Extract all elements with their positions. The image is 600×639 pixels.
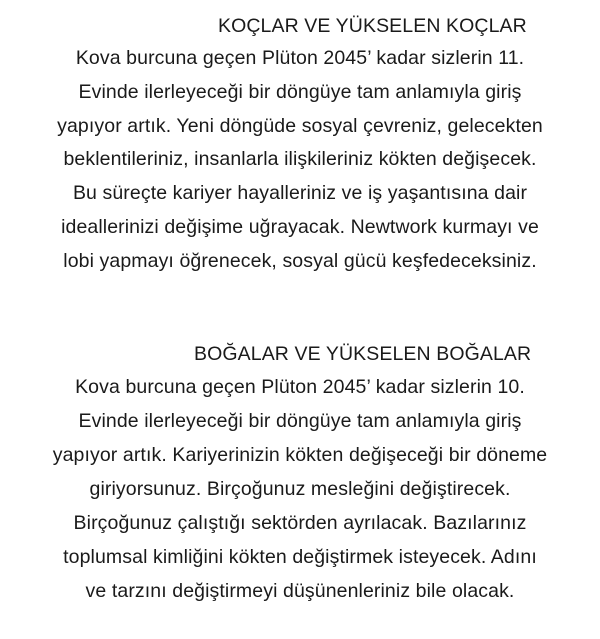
- section-heading: BOĞALAR VE YÜKSELEN BOĞALAR: [194, 343, 532, 365]
- paragraph-line: yapıyor artık. Yeni döngüde sosyal çevreniz, gelecekten: [57, 114, 543, 137]
- paragraph-line: Evinde ilerleyeceği bir döngüye tam anlamıyla giriş: [78, 410, 522, 432]
- paragraph-line: Kova burcuna geçen Plüton 2045’ kadar sizlerin 11.: [75, 47, 525, 69]
- paragraph-line: toplumsal kimliğini kökten değiştirmek isteyecek. Adını: [63, 546, 537, 568]
- section-koclar: [0, 10, 600, 279]
- paragraph-line: Bu süreçte kariyer hayalleriniz ve iş yaşantısına dair: [72, 182, 528, 205]
- paragraph-line: giriyorsunuz. Birçoğunuz mesleğini değiştirecek.: [89, 478, 511, 500]
- paragraph-line: Birçoğunuz çalıştığı sektörden ayrılacak. Bazılarınız: [73, 512, 527, 534]
- paragraph-line: ve tarzını değiştirmeyi düşünenleriniz bile olacak.: [85, 580, 515, 602]
- section-heading: KOÇLAR VE YÜKSELEN KOÇLAR: [218, 15, 527, 37]
- paragraph-line: Kova burcuna geçen Plüton 2045’ kadar sizlerin 10.: [75, 376, 525, 398]
- paragraph-line: Evinde ilerleyeceği bir döngüye tam anlamıyla giriş: [78, 80, 522, 103]
- section-bogalar: [0, 338, 600, 608]
- paragraph-line: yapıyor artık. Kariyerinizin kökten değişeceği bir döneme: [52, 444, 548, 466]
- paragraph-line: beklentileriniz, insanlarla ilişkileriniz kökten değişecek.: [63, 148, 537, 171]
- paragraph-line: ideallerinizi değişime uğrayacak. Newtwork kurmayı ve: [61, 215, 539, 238]
- paragraph-line: lobi yapmayı öğrenecek, sosyal gücü keşfedeceksiniz.: [63, 249, 537, 272]
